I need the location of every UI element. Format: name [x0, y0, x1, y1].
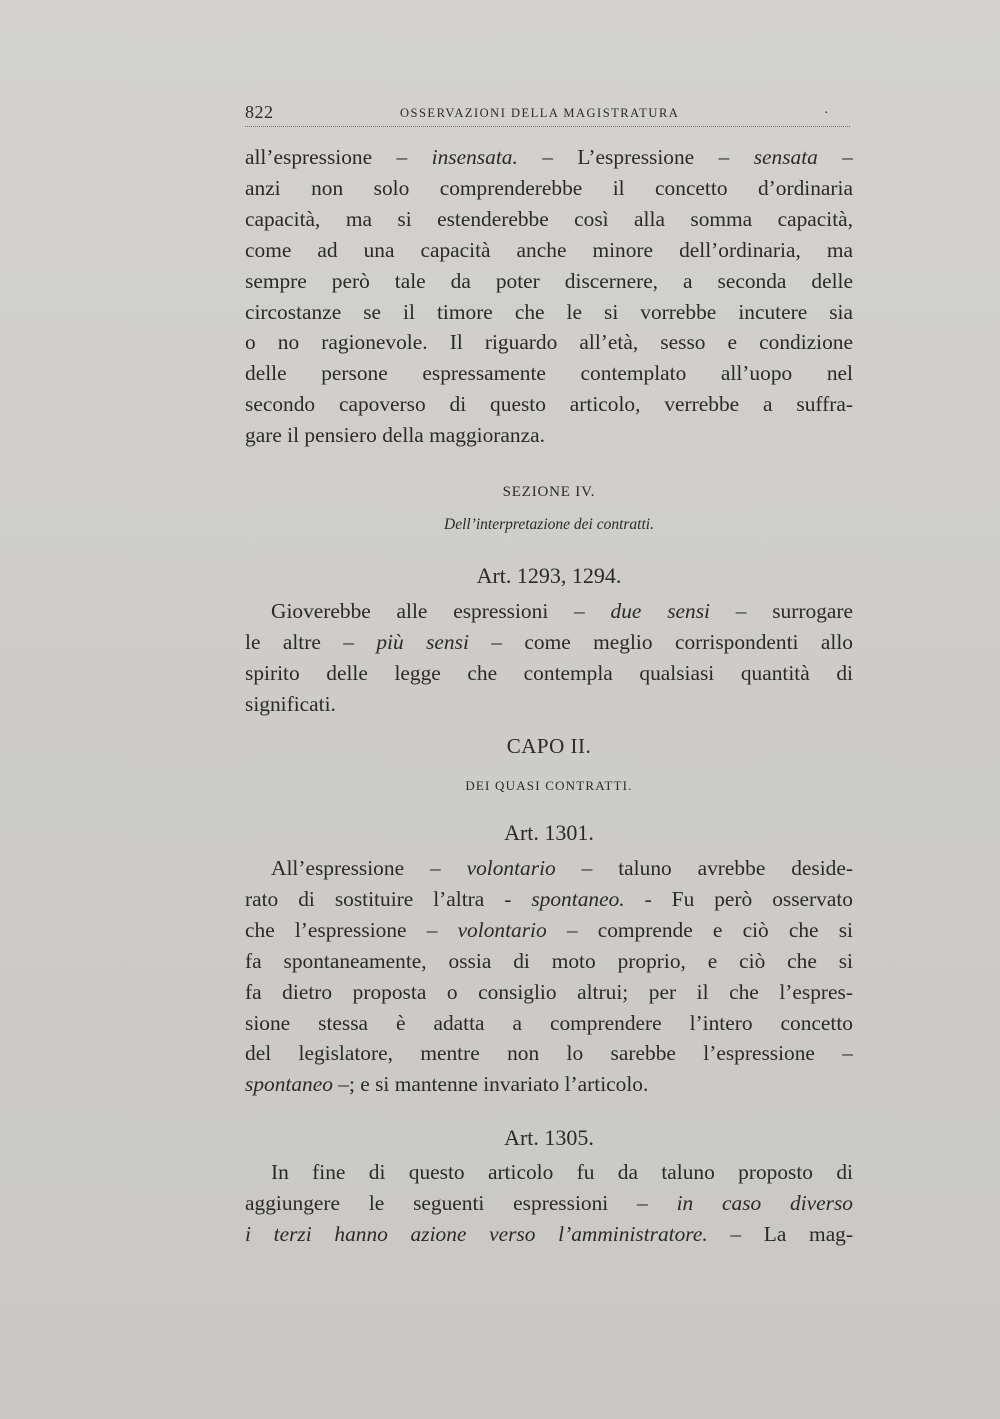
text-line: circostanze se il timore che le si vorrebbe incutere sia: [245, 299, 853, 324]
page-number: 822: [245, 102, 274, 122]
chapter-subtitle: DEI QUASI CONTRATTI.: [465, 778, 633, 793]
text-line: capacità, ma si estenderebbe così alla somma capacità,: [245, 206, 853, 231]
text-line: del legislatore, mentre non lo sarebbe l’espressione –: [245, 1041, 853, 1066]
text-line: secondo capoverso di questo articolo, verrebbe a suffra-: [245, 392, 853, 417]
text-line: All’espressione – volontario – taluno avrebbe deside-: [271, 856, 853, 880]
paragraph-4: [245, 1157, 853, 1250]
running-title: OSSERVAZIONI DELLA MAGISTRATURA: [400, 106, 680, 120]
text-line: come ad una capacità anche minore dell’ordinaria, ma: [245, 237, 853, 262]
text-line: aggiungere le seguenti espressioni – in caso diverso: [245, 1190, 854, 1215]
text-line: fa spontaneamente, ossia di moto proprio, e ciò che si: [245, 948, 853, 973]
text-line: che l’espressione – volontario – comprende e ciò che si: [245, 917, 853, 942]
text-line: Gioverebbe alle espressioni – due sensi – surrogare: [271, 599, 854, 623]
article-heading: Art. 1305.: [504, 1125, 594, 1150]
section-subtitle: Dell’interpretazione dei contratti.: [444, 516, 654, 533]
text-line: sione stessa è adatta a comprendere l’intero concetto: [245, 1010, 853, 1035]
text-line: spirito delle legge che contempla qualsiasi quantità di: [245, 660, 853, 685]
text-line: In fine di questo articolo fu da taluno proposto di: [271, 1160, 853, 1184]
text-line: sempre però tale da poter discernere, a seconda delle: [245, 268, 853, 293]
text-line: significati.: [245, 691, 336, 716]
text-line: spontaneo –; e si mantenne invariato l’articolo.: [245, 1072, 649, 1097]
article-heading: Art. 1301.: [504, 820, 594, 845]
text-line: delle persone espressamente contemplato all’uopo nel: [245, 361, 853, 386]
paragraph-3: [245, 853, 853, 1100]
text-line: rato di sostituire l’altra - spontaneo. - Fu però osservato: [245, 886, 854, 911]
paragraph-2: [245, 596, 853, 720]
section-title: SEZIONE IV.: [502, 484, 596, 500]
text-line: i terzi hanno azione verso l’amministratore. – La mag-: [245, 1221, 854, 1246]
text-line: anzi non solo comprenderebbe il concetto d’ordinaria: [245, 175, 853, 200]
running-header: [245, 100, 850, 127]
text-line: all’espressione – insensata. – L’espressione – sensata –: [245, 145, 853, 169]
text-line: o no ragionevole. Il riguardo all’età, sesso e condizione: [245, 330, 853, 355]
text-line: gare il pensiero della maggioranza.: [245, 423, 545, 448]
text-line: le altre – più sensi – come meglio corrispondenti allo: [245, 629, 853, 654]
article-heading: Art. 1293, 1294.: [476, 563, 622, 588]
header-mark: .: [824, 102, 828, 117]
text-line: fa dietro proposta o consiglio altrui; per il che l’espres-: [245, 979, 853, 1004]
paragraph-1: [245, 142, 853, 451]
chapter-title: CAPO II.: [506, 734, 592, 758]
